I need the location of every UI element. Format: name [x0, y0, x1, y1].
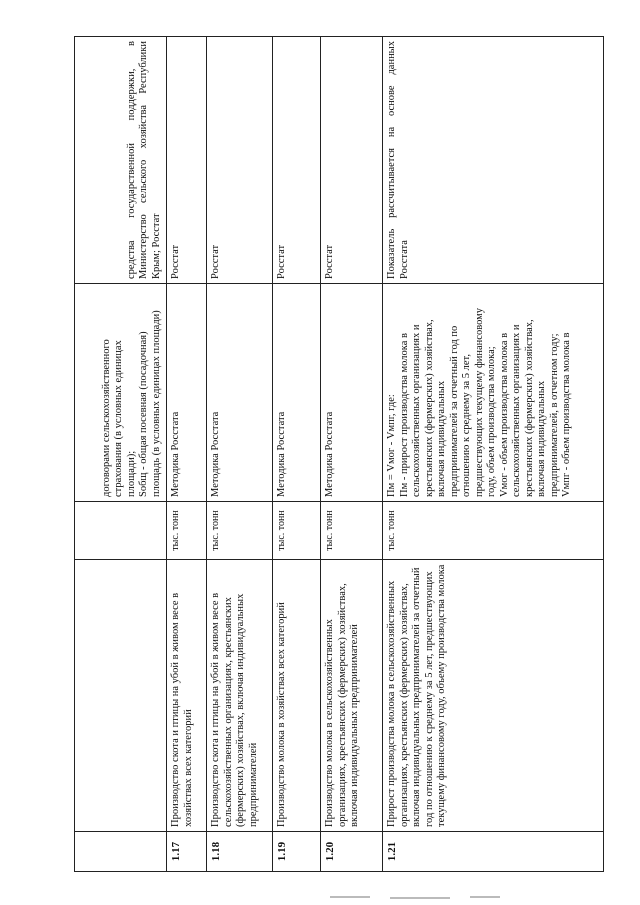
unit: тыс. тонн [207, 502, 273, 560]
formula-line: договорами сельскохозяйственного [100, 339, 112, 497]
unit [75, 502, 167, 560]
table-row [167, 37, 207, 872]
indicator-name: Производство молока в сельскохозяйственных организациях, крестьянских (фермерских) хозяйствах, включая индивидуальных предпринимателей [321, 560, 383, 832]
indicator-name: Производство молока в хозяйствах всех категорий [273, 560, 321, 832]
formula-line: крестьянских (фермерских) хозяйствах, [423, 319, 435, 497]
unit: тыс. тонн [321, 502, 383, 560]
method-formula [383, 284, 604, 502]
scan-artifact [470, 896, 500, 898]
unit: тыс. тонн [383, 502, 604, 560]
formula-line: предпринимателей, в отчетном году; [548, 333, 560, 497]
formula-line: году, объем производства молока; [486, 346, 497, 497]
data-source: Показатель рассчитывается на основе данных Росстата [383, 37, 604, 284]
row-number: 1.21 [383, 832, 604, 872]
formula-line: сельскохозяйственных организациях и [411, 324, 422, 497]
formula-line: площади); [125, 450, 137, 497]
data-source: средства государственной поддержки, в Министерство сельского хозяйства Республики Крым; Росстат [75, 37, 167, 284]
row-number: 1.17 [167, 832, 207, 872]
formula-line: Пм = Vмог - Vмпг, где: [386, 394, 397, 497]
unit: тыс. тонн [273, 502, 321, 560]
formula-line: Vмог - объем производства молока в [498, 332, 510, 497]
data-source: Росстат [207, 37, 273, 284]
method-formula: Методика Росстата [273, 284, 321, 502]
data-source: Росстат [273, 37, 321, 284]
table-row [383, 37, 604, 872]
scan-artifact [330, 896, 370, 898]
formula-line: предпринимателей за отчетный год по [448, 325, 460, 497]
method-formula: Методика Росстата [321, 284, 383, 502]
formula-line: Пм - прирост производства молока в [398, 333, 410, 497]
formula-line: включая индивидуальных [436, 380, 447, 497]
formula-line: включая индивидуальных [536, 380, 547, 497]
formula-line: страхования (в условных единицах [113, 340, 124, 497]
table-row [321, 37, 383, 872]
row-number: 1.18 [207, 832, 273, 872]
indicators-table [74, 36, 604, 872]
method-formula: Методика Росстата [207, 284, 273, 502]
scan-artifact [390, 897, 450, 899]
table-row [273, 37, 321, 872]
row-number: 1.19 [273, 832, 321, 872]
row-number: 1.20 [321, 832, 383, 872]
formula-line: Vмпг - объем производства молока в [561, 332, 572, 497]
row-number [75, 832, 167, 872]
indicator-name: Прирост производства молока в сельскохозяйственных организациях, крестьянских (фермерских) хозяйствах, включая индивидуальных предпринимателей за отчетный год по отношению к среднему за 5 лет, предшествующих текущему финансовому году, объему производства молока [383, 560, 604, 832]
data-source: Росстат [167, 37, 207, 284]
formula-line: отношению к среднему за 5 лет, [461, 354, 472, 497]
formula-line: площадь (в условных единицах площади) [150, 310, 162, 497]
table-row [75, 37, 167, 872]
indicator-name: Производство скота и птицы на убой в живом весе в сельскохозяйственных организациях, крестьянских (фермерских) хозяйствах, включая индивидуальных предпринимателей [207, 560, 273, 832]
indicator-name [75, 560, 167, 832]
indicator-name: Производство скота и птицы на убой в живом весе в хозяйствах всех категорий [167, 560, 207, 832]
table-row [207, 37, 273, 872]
formula-line: сельскохозяйственных организациях и [511, 324, 522, 497]
data-source: Росстат [321, 37, 383, 284]
formula-line: крестьянских (фермерских) хозяйствах, [523, 319, 535, 497]
unit: тыс. тонн [167, 502, 207, 560]
rotated-document-page [74, 37, 604, 872]
formula-line: Sобщ - общая посевная (посадочная) [138, 331, 149, 497]
method-formula: Методика Росстата [167, 284, 207, 502]
method-formula [75, 284, 167, 502]
formula-line: предшествующих текущему финансовому [473, 307, 485, 497]
